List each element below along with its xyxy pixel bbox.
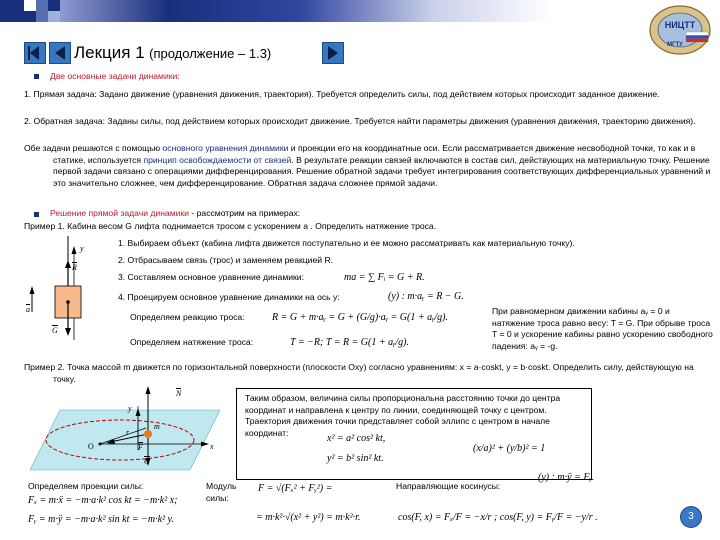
elevator-figure <box>22 236 104 346</box>
bullet-2 <box>34 212 39 217</box>
example2-title: Пример 2. Точка массой m движется по горизонтальной поверхности (плоскости Oxy) согласно уравнениям: x = a·coskt, y = b·coskt. Определить силу, действующую на точку. <box>24 362 694 384</box>
fig1-R-label: R <box>72 263 77 272</box>
note-uniform: При равномерном движении кабины aᵧ = 0 и натяжение троса равно весу: T = G. При обрыве троса T = 0 и ускорение кабины равно ускорению свободного падения: aᵧ = -g. <box>492 306 713 351</box>
modulus-label-2: силы: <box>206 493 229 503</box>
logo <box>646 2 714 58</box>
fig2-x-label: x <box>210 442 214 451</box>
box-eq1: x² = a² cos² kt, <box>327 433 386 444</box>
bullet-1 <box>34 74 39 79</box>
back-slide-button[interactable] <box>49 42 71 64</box>
para-b: основного уравнения динамики <box>162 143 289 153</box>
fig1-G-label: G <box>52 326 58 335</box>
box-text: Таким образом, величина силы пропорциональна расстоянию точки до центра координат и направлена к центру по линии, соединяющей точку с центром. Траектория движения точки представляет собой эллипс с центром в начале координат: <box>245 393 561 438</box>
direct-task-text: 1. Прямая задача: Задано движение (уравнения движения, траектория). Требуется определить силы, под действием которых происходит заданное движение. <box>24 89 660 99</box>
triangle-right-icon <box>323 43 343 63</box>
cosines-eq: cos(F, x) = Fₓ/F = −x/r ; cos(F, y) = Fᵧ/F = −y/r . <box>398 512 598 523</box>
prev-slide-button[interactable] <box>24 42 46 64</box>
equation-3: ma = ∑ Fᵢ = G + R. <box>344 272 425 283</box>
cosines-label: Направляющие косинусы: <box>396 481 501 491</box>
title-sub: продолжение – 1.3 <box>153 46 267 61</box>
logo-text: НИЦТТ <box>664 20 696 30</box>
plane-figure <box>30 386 220 478</box>
para-e: . В результате реакции связей включаются в состав сил, действующих на материальную точку. Решение первой задачи связано с операциями дифференцирования. Решение обратной задачи требует интегрирования соответствующих дифференциальных уравнений и это значительно сложнее, чем дифференцирование. Обратная задача сложнее прямой задачи. <box>53 154 711 188</box>
projection-eq1: Fₓ = m·ẍ = −m·a·k² cos kt = −m·k² x; <box>28 495 178 506</box>
triangle-left-icon <box>50 43 70 63</box>
fig1-a-label: a <box>26 305 30 314</box>
step-1: 1. Выбираем объект (кабина лифта движется поступательно и ее можно рассматривать как материальную точку). <box>118 238 575 248</box>
paragraph-both <box>24 143 714 189</box>
inverse-task-text: 2. Обратная задача: Заданы силы, под действием которых происходит движение. Требуется найти параметры движения (уравнения движения, траекторию движения). <box>24 116 696 126</box>
title-paren-close: ) <box>266 46 272 61</box>
projection-eq2: Fᵧ = m·ÿ = −m·a·k² sin kt = −m·k² y. <box>28 514 174 525</box>
fig2-G-label: G <box>144 457 150 466</box>
page-number-badge <box>680 506 702 528</box>
step-2: 2. Отбрасываем связь (трос) и заменяем реакцией R. <box>118 255 334 265</box>
equation-y-proj: (y) : m·ÿ = Fᵧ. <box>538 472 595 483</box>
fig2-F-label: F <box>138 443 143 452</box>
modulus-label-1: Модуль <box>206 481 237 491</box>
modulus-eq2: = m·k²·√(x² + y²) = m·k²·r. <box>256 512 361 523</box>
fig2-N-label: N <box>176 389 182 398</box>
step-3: 3. Составляем основное уравнение динамики: <box>118 272 304 282</box>
reaction-equation: R = G + m·aᵧ = G + (G/g)·aᵧ = G(1 + aᵧ/g). <box>272 312 448 323</box>
box-eq3: (x/a)² + (y/b)² = 1 <box>473 443 546 454</box>
fig2-m-label: m <box>154 422 160 431</box>
fig1-y-label: y <box>80 244 84 253</box>
box-eq2: y² = b² sin² kt. <box>327 453 384 464</box>
reaction-label: Определяем реакцию троса: <box>130 312 245 322</box>
para-c: и проекции его на координатные оси. Если рассматривается движение несвободной точки, то как и в статике, используется <box>53 143 696 165</box>
heading-tasks: Две основные задачи динамики: <box>50 71 180 81</box>
title-paren-open: ( <box>149 46 154 61</box>
fig2-y-label: y <box>128 404 132 413</box>
arrow-left-icon <box>25 43 45 63</box>
next-slide-button[interactable] <box>322 42 344 64</box>
projections-label: Определяем проекции силы: <box>28 481 144 491</box>
fig2-O-label: O <box>88 442 94 451</box>
modulus-eq1: F = √(Fₓ² + Fᵧ²) = <box>258 483 333 494</box>
page-title <box>74 43 271 65</box>
logo-subtext: МГТУ <box>667 42 683 48</box>
equation-4: (y) : m·aᵧ = R − G. <box>388 291 464 302</box>
header-bar <box>0 0 720 22</box>
heading-direct-solution <box>50 208 300 220</box>
page-number: 3 <box>688 511 694 522</box>
tension-equation: T = −R; T = R = G(1 + aᵧ/g). <box>290 337 410 348</box>
para-d: принцип освобождаемости от связей <box>143 154 292 165</box>
heading2-red: Решение прямой задачи динамики <box>50 208 189 218</box>
para-a: Обе задачи решаются с помощью <box>24 143 163 153</box>
example1-title: Пример 1. Кабина весом G лифта поднимается тросом с ускорением a . Определить натяжение троса. <box>24 221 437 231</box>
conclusion-box <box>236 388 592 480</box>
fig2-r-label: r <box>126 428 130 437</box>
tension-label: Определяем натяжение троса: <box>130 337 254 347</box>
heading2-rest: - рассмотрим на примерах: <box>189 208 301 218</box>
step-4: 4. Проецируем основное уравнение динамики на ось y: <box>118 292 340 302</box>
title-main: Лекция 1 <box>74 43 145 62</box>
